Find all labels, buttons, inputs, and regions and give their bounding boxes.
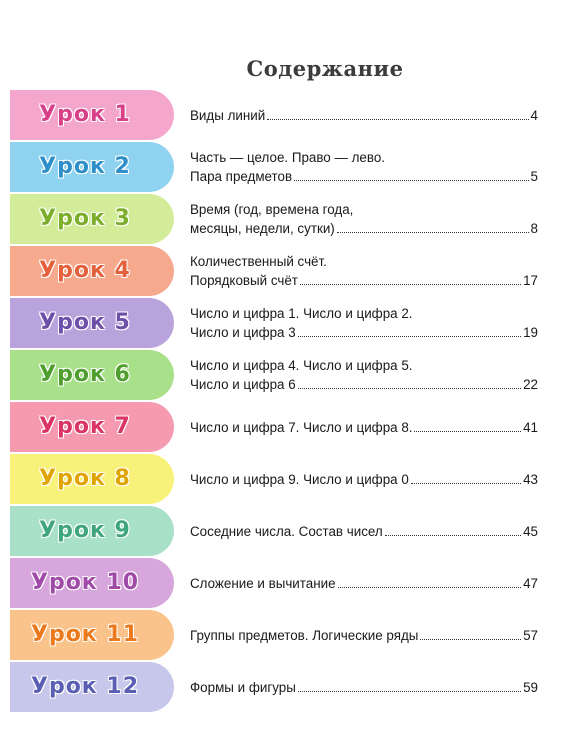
lesson-tab [10, 610, 174, 660]
contents-entry [190, 574, 538, 593]
contents-entry [190, 200, 538, 238]
page-number: 8 [530, 221, 538, 236]
entry-title-with-leader [190, 522, 538, 541]
contents-entry [190, 148, 538, 186]
entry-title: Группы предметов. Логические ряды [190, 628, 419, 643]
entry-title: месяцы, недели, сутки) [190, 221, 335, 236]
dot-leader [411, 482, 521, 484]
entry-title: Виды линий [190, 108, 266, 123]
page-title: Содержание [246, 56, 404, 81]
entry-title-with-leader [190, 219, 538, 238]
contents-entry [190, 470, 538, 489]
lesson-tab [10, 298, 174, 348]
lesson-label: Урок 1 [39, 102, 131, 127]
contents-row[interactable] [0, 506, 560, 556]
entry-title: Число и цифра 6 [190, 377, 296, 392]
page-number: 17 [523, 273, 538, 288]
entry-title-with-leader [190, 106, 538, 125]
lesson-label: Урок 2 [39, 154, 131, 179]
lesson-tab [10, 402, 174, 452]
entry-title-with-leader [190, 323, 538, 342]
dot-leader [420, 638, 521, 640]
lesson-tab [10, 194, 174, 244]
page-number: 19 [523, 325, 538, 340]
lesson-tab [10, 90, 174, 140]
entry-title-with-leader [190, 626, 538, 645]
lesson-label: Урок 7 [39, 414, 131, 439]
dot-leader [298, 690, 521, 692]
dot-leader [414, 430, 521, 432]
lesson-tab [10, 662, 174, 712]
contents-row[interactable] [0, 610, 560, 660]
entry-title-line: Число и цифра 1. Число и цифра 2. [190, 306, 413, 321]
page-number: 41 [523, 420, 538, 435]
page-number: 57 [523, 628, 538, 643]
contents-row[interactable] [0, 194, 560, 244]
dot-leader [338, 586, 522, 588]
lesson-tab [10, 246, 174, 296]
lesson-label: Урок 9 [39, 518, 131, 543]
entry-title-line: Число и цифра 4. Число и цифра 5. [190, 358, 413, 373]
entry-title: Число и цифра 7. Число и цифра 8. [190, 420, 413, 435]
lesson-label: Урок 5 [39, 310, 131, 335]
contents-entry [190, 678, 538, 697]
dot-leader [337, 231, 529, 233]
entry-title-with-leader [190, 271, 538, 290]
page-number: 22 [523, 377, 538, 392]
contents-entry [190, 626, 538, 645]
lesson-label: Урок 6 [39, 362, 131, 387]
lesson-label: Урок 8 [39, 466, 131, 491]
dot-leader [385, 534, 521, 536]
page-number: 5 [530, 169, 538, 184]
lesson-tab [10, 350, 174, 400]
lesson-tab [10, 142, 174, 192]
entry-title-with-leader [190, 574, 538, 593]
contents-row[interactable] [0, 142, 560, 192]
lesson-label: Урок 4 [39, 258, 131, 283]
entry-title-with-leader [190, 418, 538, 437]
contents-entry [190, 252, 538, 290]
contents-entry [190, 304, 538, 342]
entry-title-line: Количественный счёт. [190, 254, 327, 269]
dot-leader [294, 179, 528, 181]
lesson-label: Урок 11 [30, 622, 140, 647]
entry-title: Соседние числа. Состав чисел [190, 524, 383, 539]
entry-title-with-leader [190, 167, 538, 186]
contents-row[interactable] [0, 246, 560, 296]
lesson-label: Урок 3 [39, 206, 131, 231]
lesson-tab [10, 454, 174, 504]
entry-title-with-leader [190, 470, 538, 489]
dot-leader [298, 335, 521, 337]
page-number: 4 [530, 108, 538, 123]
page-number: 47 [523, 576, 538, 591]
page-number: 43 [523, 472, 538, 487]
entry-title: Число и цифра 3 [190, 325, 296, 340]
contents-row[interactable] [0, 350, 560, 400]
page-number: 59 [523, 680, 538, 695]
lesson-label: Урок 10 [30, 570, 140, 595]
dot-leader [300, 283, 521, 285]
entry-title: Число и цифра 9. Число и цифра 0 [190, 472, 409, 487]
contents-row[interactable] [0, 90, 560, 140]
lesson-tab [10, 506, 174, 556]
entry-title: Формы и фигуры [190, 680, 296, 695]
contents-row[interactable] [0, 558, 560, 608]
contents-row[interactable] [0, 298, 560, 348]
contents-entry [190, 356, 538, 394]
dot-leader [267, 118, 528, 120]
dot-leader [298, 387, 521, 389]
lesson-label: Урок 12 [30, 674, 140, 699]
entry-title: Сложение и вычитание [190, 576, 336, 591]
contents-row[interactable] [0, 662, 560, 712]
entry-title-with-leader [190, 678, 538, 697]
entry-title-line: Время (год, времена года, [190, 202, 354, 217]
book-page [0, 10, 560, 722]
entry-title: Порядковый счёт [190, 273, 298, 288]
contents-entry [190, 418, 538, 437]
entry-title: Пара предметов [190, 169, 293, 184]
page-number: 45 [523, 524, 538, 539]
entry-title-with-leader [190, 375, 538, 394]
contents-row[interactable] [0, 402, 560, 452]
entry-title-line: Часть — целое. Право — лево. [190, 150, 385, 165]
contents-entry [190, 522, 538, 541]
lesson-tab [10, 558, 174, 608]
contents-row[interactable] [0, 454, 560, 504]
contents-entry [190, 106, 538, 125]
